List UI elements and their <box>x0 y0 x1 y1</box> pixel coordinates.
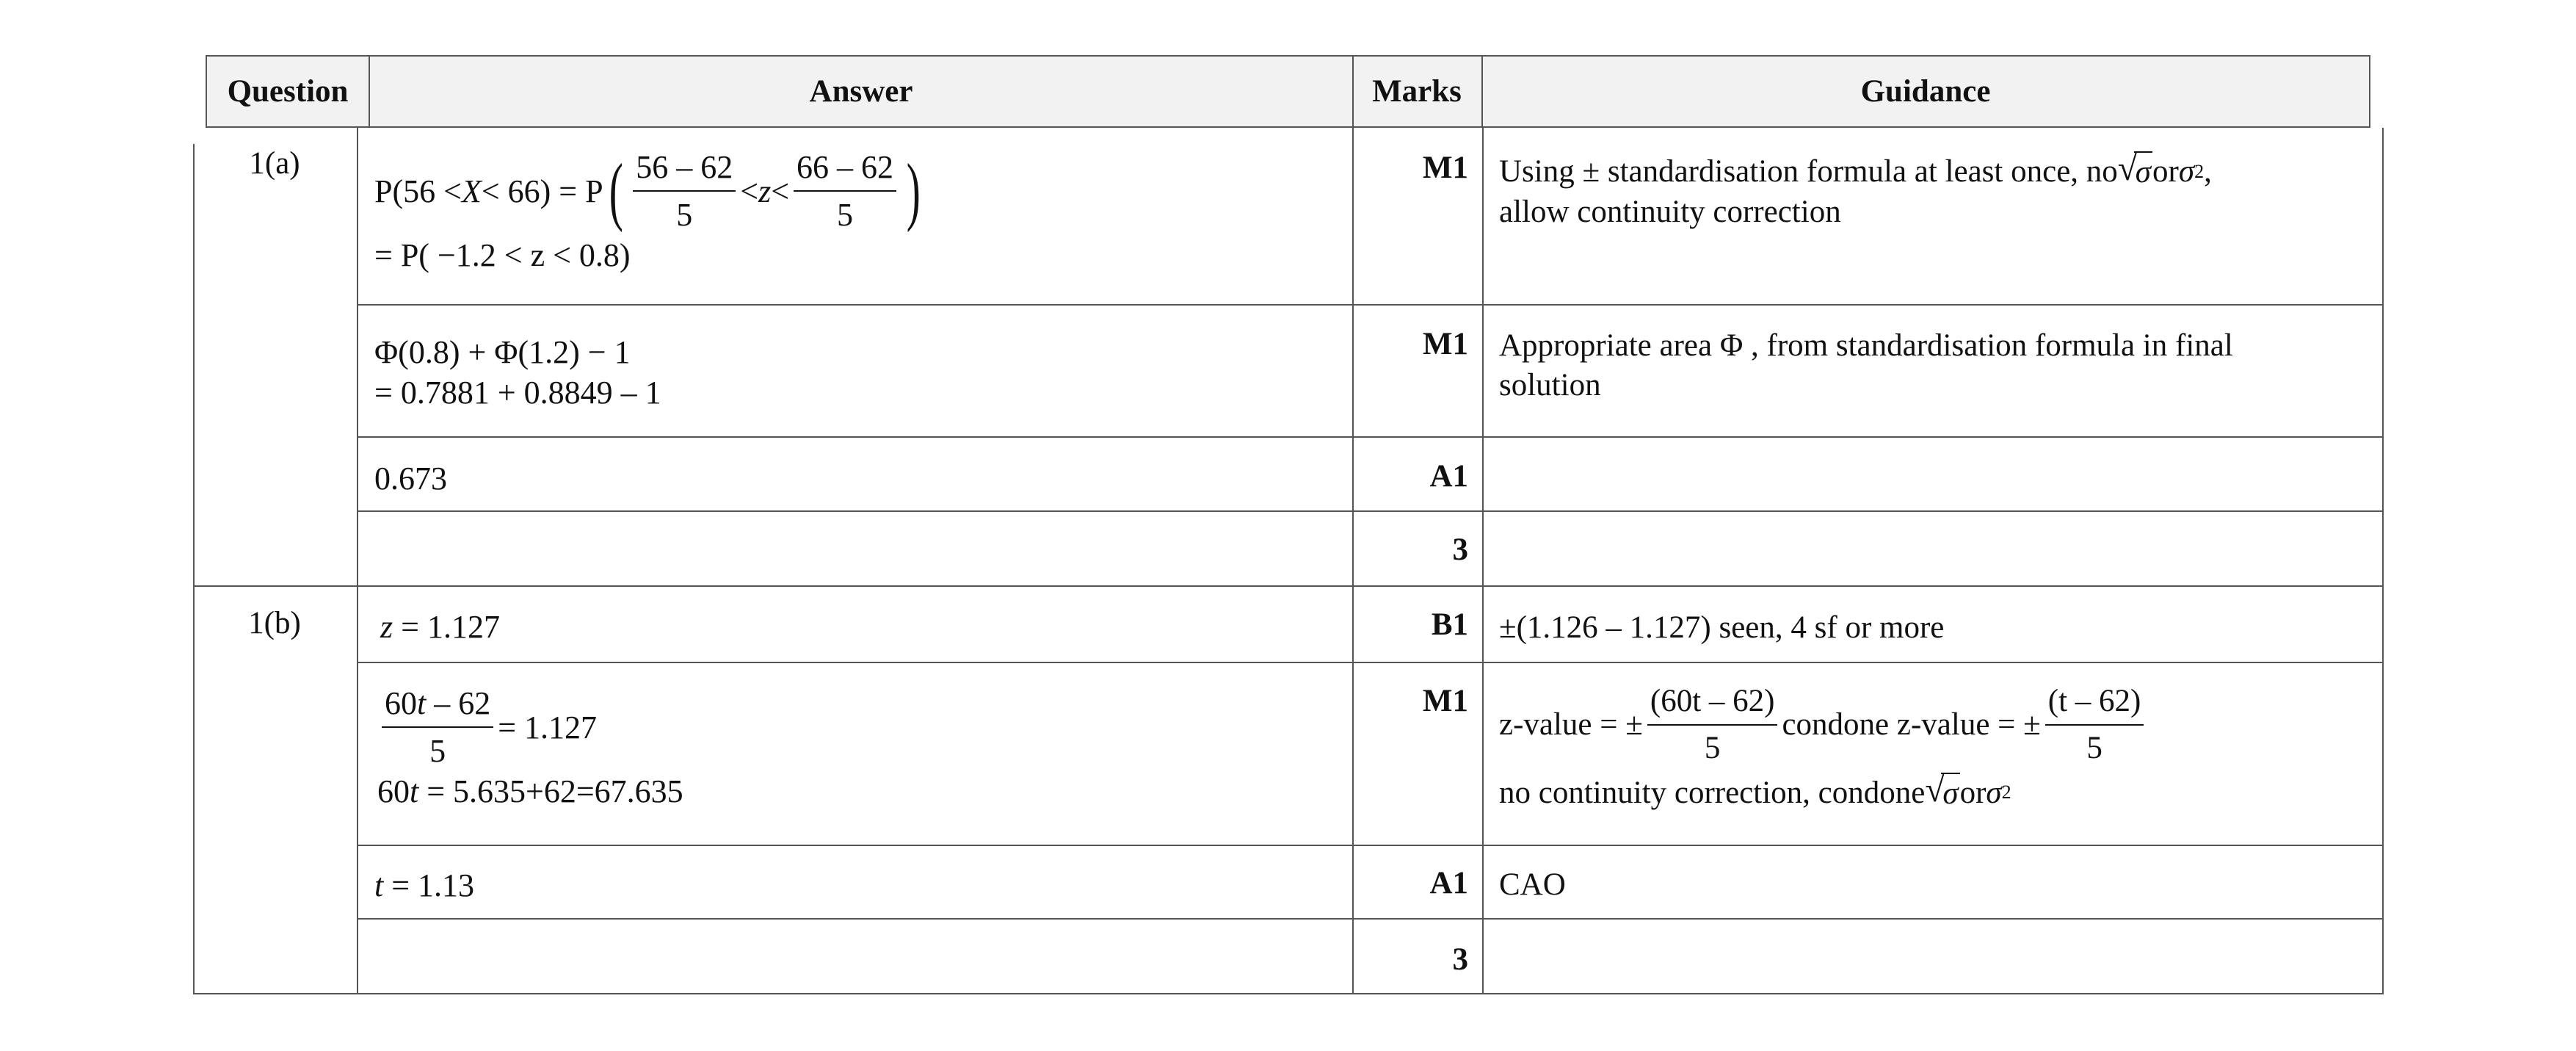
header-divider <box>1352 55 1354 128</box>
answer-text: < <box>740 173 759 209</box>
numerator: (60t – 62) <box>1647 682 1778 726</box>
answer-text: = 1.127 <box>498 709 598 745</box>
answer-text: – 62 <box>426 685 491 721</box>
fraction <box>2045 682 2144 768</box>
row-divider <box>193 585 2384 587</box>
answer-1a-step2 <box>374 332 661 413</box>
answer-1b-step2 <box>377 683 683 812</box>
header-divider <box>1481 55 1483 128</box>
answer-1a-step1 <box>374 147 926 275</box>
answer-var: z <box>758 173 772 209</box>
mark-1b-2: M1 <box>1422 684 1468 718</box>
guidance-1b-1: ±(1.126 – 1.127) seen, 4 sf or more <box>1499 610 1945 645</box>
answer-1b-step1 <box>380 607 500 647</box>
guidance-1b-3: CAO <box>1499 867 1566 902</box>
header-answer: Answer <box>370 55 1352 128</box>
mark-1a-3: A1 <box>1429 459 1468 494</box>
guidance-1b-2 <box>1499 682 2373 813</box>
guidance-text: or <box>1959 775 1987 810</box>
header-question: Question <box>206 55 370 128</box>
guidance-text: Using ± standardisation formula at least once, no <box>1499 154 2118 189</box>
sqrt-sigma: √ σ <box>1925 773 1959 814</box>
fraction <box>633 147 736 235</box>
answer-var: t <box>410 773 419 809</box>
mark-1a-2: M1 <box>1422 327 1468 361</box>
header-divider <box>2369 55 2370 128</box>
row-divider <box>357 510 2384 512</box>
numerator: 66 – 62 <box>794 147 896 192</box>
superscript: 2 <box>2194 160 2205 182</box>
mark-1b-1: B1 <box>1431 607 1468 642</box>
col-divider-answer <box>1352 128 1354 994</box>
answer-text: = 1.13 <box>383 867 475 903</box>
numerator <box>382 683 493 728</box>
table-border-left <box>193 144 195 994</box>
table-border-bottom <box>193 993 2384 994</box>
guidance-text: condone z-value = ± <box>1782 707 2041 742</box>
row-divider <box>357 662 2384 663</box>
table-border-right <box>2382 128 2384 994</box>
denominator: 5 <box>837 197 854 233</box>
fraction <box>794 147 896 235</box>
mark-1b-3: A1 <box>1429 866 1468 900</box>
denominator: 5 <box>429 733 446 769</box>
answer-var: z <box>380 609 393 645</box>
guidance-text: , <box>2204 154 2212 189</box>
guidance-1a-1 <box>1499 151 2373 232</box>
row-divider <box>357 845 2384 846</box>
answer-line: = P( −1.2 < z < 0.8) <box>374 237 631 273</box>
answer-text: P(56 < <box>374 173 462 209</box>
question-label-1b: 1(b) <box>248 606 301 640</box>
guidance-line: Appropriate area Φ , from standardisation formula in final <box>1499 328 2233 363</box>
header-guidance: Guidance <box>1481 55 2370 128</box>
answer-line: = 0.7881 + 0.8849 – 1 <box>374 375 661 411</box>
denominator: 5 <box>676 197 693 233</box>
answer-text: 60 <box>377 773 410 809</box>
numerator: (t – 62) <box>2045 682 2144 726</box>
answer-text: = 5.635+62=67.635 <box>418 773 683 809</box>
sigma: σ <box>2178 154 2195 189</box>
answer-var: X <box>461 173 482 209</box>
col-divider-marks <box>1482 128 1484 994</box>
right-paren: ) <box>906 148 921 233</box>
answer-text: 60 <box>385 685 417 721</box>
answer-line: Φ(0.8) + Φ(1.2) − 1 <box>374 334 631 370</box>
row-divider <box>357 304 2384 306</box>
col-divider-question <box>357 128 358 994</box>
header-divider <box>206 55 207 128</box>
sigma: σ <box>1941 773 1959 814</box>
answer-1a-final: 0.673 <box>374 461 447 496</box>
guidance-1a-2 <box>1499 326 2373 405</box>
row-divider <box>357 436 2384 438</box>
header-marks: Marks <box>1352 55 1481 128</box>
sigma: σ <box>2134 151 2152 192</box>
denominator: 5 <box>2086 730 2102 765</box>
mark-1a-1: M1 <box>1422 151 1468 185</box>
mark-1b-total: 3 <box>1452 942 1468 977</box>
left-paren: ( <box>609 148 623 233</box>
answer-var: t <box>417 685 427 721</box>
answer-text: < 66) = P <box>481 173 603 209</box>
fraction <box>1647 682 1778 768</box>
sqrt-sigma: √ σ <box>2118 151 2152 192</box>
row-divider <box>357 918 2384 920</box>
guidance-line: solution <box>1499 367 1601 402</box>
guidance-text: or <box>2152 154 2179 189</box>
superscript: 2 <box>2001 781 2011 803</box>
mark-1a-total: 3 <box>1452 532 1468 567</box>
sigma: σ <box>1986 775 2002 810</box>
fraction <box>382 683 493 771</box>
guidance-text: z-value = ± <box>1499 707 1643 742</box>
header-divider <box>369 55 370 128</box>
answer-var: t <box>374 867 384 903</box>
answer-1b-final <box>374 865 474 906</box>
answer-text: = 1.127 <box>393 609 500 645</box>
numerator: 56 – 62 <box>633 147 736 192</box>
question-label-1a: 1(a) <box>249 146 300 181</box>
answer-text: < <box>771 173 790 209</box>
guidance-line: allow continuity correction <box>1499 194 1841 229</box>
guidance-text: no continuity correction, condone <box>1499 775 1926 810</box>
denominator: 5 <box>1704 730 1721 765</box>
